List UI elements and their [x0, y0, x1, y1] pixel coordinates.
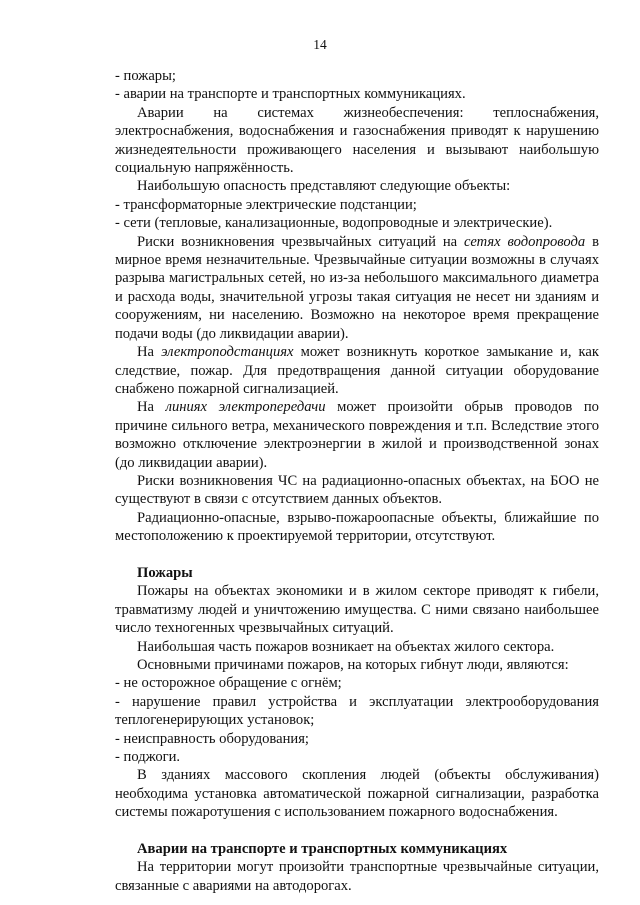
text-span: в мирное время незначительные. Чрезвычайные ситуации возможны в случаях разрыва магистральных сетей, но из-за небольшого максимального диаметра и расхода воды, значительной угрозы такая ситуация не несет ни зданиям и сооружениям, ни населению. Возможно на некоторое время прекращение подачи воды (до ликвидации аварии). — [115, 233, 599, 342]
paragraph: В зданиях массового скопления людей (объекты обслуживания) необходима установка автоматической пожарной сигнализации, разработка системы пожаротушения с использованием пожарного водоснабжения. — [115, 767, 599, 821]
paragraph — [115, 233, 599, 343]
text-span: На — [137, 399, 166, 416]
paragraph: Радиационно-опасные, взрыво-пожароопасные объекты, ближайшие по местоположению к проектируемой территории, отсутствуют. — [115, 509, 599, 545]
document-body — [115, 67, 599, 895]
paragraph: Аварии на системах жизнеобеспечения: теплоснабжения, электроснабжения, водоснабжения и газоснабжения приводят к нарушению жизнедеятельности проживающего населения и вызывают наибольшую социальную напряжённость. — [115, 104, 599, 177]
italic-term: сетях водопровода — [464, 233, 586, 250]
paragraph: На территории могут произойти транспортные чрезвычайные ситуации, связанные с авариями на автодорогах. — [115, 859, 599, 894]
paragraph: Основными причинами пожаров, на которых гибнут люди, являются: — [137, 656, 569, 673]
bullet-item: - нарушение правил устройства и эксплуатации электрооборудования теплогенерирующих установок; — [115, 693, 599, 729]
bullet-item: - поджоги. — [115, 749, 181, 766]
text-span: На — [137, 344, 162, 361]
bullet-item: - не осторожное обращение с огнём; — [115, 675, 342, 692]
bullet-item: - сети (тепловые, канализационные, водопроводные и электрические). — [115, 215, 553, 232]
italic-term: линиях электропередачи — [165, 399, 326, 416]
section-heading: Пожары — [137, 564, 193, 581]
paragraph — [115, 343, 599, 398]
paragraph: Наибольшая часть пожаров возникает на объектах жилого сектора. — [137, 638, 555, 655]
bullet-item: - трансформаторные электрические подстанции; — [115, 196, 417, 213]
bullet-item: - аварии на транспорте и транспортных коммуникациях. — [115, 86, 466, 103]
text-span: может произойти обрыв проводов по причине сильного ветра, механического повреждения и т.п. Вследствие этого возможно отключение электроэнергии в жилой и производственной зонах (до ликвидации аварии). — [115, 399, 599, 471]
paragraph: Пожары на объектах экономики и в жилом секторе приводят к гибели, травматизму людей и уничтожению имущества. С ними связано наибольшее число техногенных чрезвычайных ситуаций. — [115, 583, 599, 637]
text-span: Риски возникновения чрезвычайных ситуаций на — [137, 233, 465, 250]
italic-term: электроподстанциях — [161, 344, 294, 361]
paragraph: Наибольшую опасность представляют следующие объекты: — [137, 178, 511, 195]
text-span: может возникнуть короткое замыкание и, как следствие, пожар. Для предотвращения данной ситуации оборудование снабжено пожарной сигнализацией. — [115, 344, 599, 397]
paragraph — [115, 398, 599, 472]
bullet-item: - пожары; — [115, 68, 176, 84]
section-heading: Аварии на транспорте и транспортных коммуникациях — [137, 841, 508, 858]
bullet-item: - неисправность оборудования; — [115, 730, 309, 747]
paragraph: Риски возникновения ЧС на радиационно-опасных объектах, на БОО не существуют в связи с отсутствием данных объектов. — [115, 472, 599, 508]
page-number: 14 — [313, 37, 327, 52]
